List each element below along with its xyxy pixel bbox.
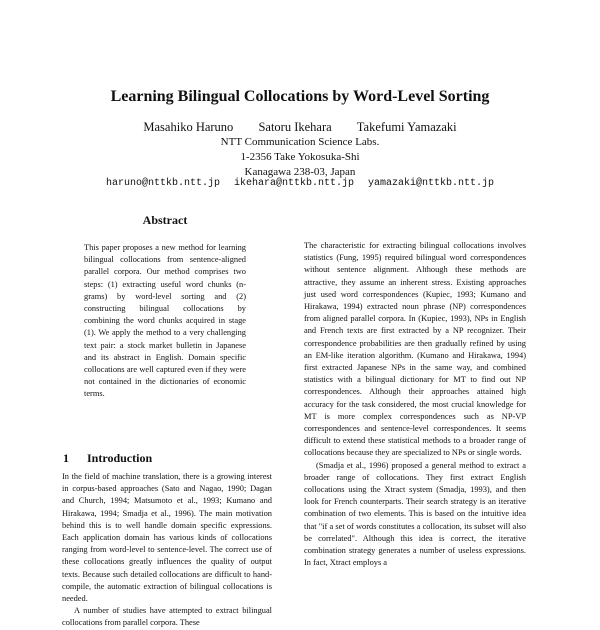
email-address: yamazaki@nttkb.ntt.jp (368, 178, 495, 189)
paper-title: Learning Bilingual Collocations by Word-Level Sorting (110, 88, 490, 105)
author-emails (0, 178, 600, 189)
paragraph: In the field of machine translation, there is a growing interest in corpus-based approaches (Sato and Nagao, 1990; Dagan and Church, 1994; Matsumoto et al., 1993; Kumano and Hirakawa, 1994; Smadja et al., 1996). The main motivation behind this is to well handle domain specific expressions. Each application domain has various kinds of collocations ranging from word-level to sentence-level. The correct use of these collocations greatly influences the quality of output texts. Because such detailed collocations are difficult to hand-compile, the automatic extraction of bilingual collocations is needed. (62, 472, 272, 604)
paragraph: A number of studies have attempted to extract bilingual collocations from parallel corpora. These (62, 606, 272, 628)
introduction-heading (63, 451, 152, 466)
author-name: Satoru Ikehara (258, 120, 332, 134)
abstract-text: This paper proposes a new method for learning bilingual collocations from sentence-aligned parallel corpora. Our method comprises two steps: (1) extracting useful word chunks (n-grams) by word-level sorting and (2) constructing bilingual collocations by combining the word chunks acquired in stage (1). We apply the method to a very challenging text pair: a stock market bulletin in Japanese and its abstract in English. Domain specific collocations are well captured even if they were not contained in the dictionaries of economic terms. (84, 243, 246, 399)
author-name: Masahiko Haruno (143, 120, 234, 134)
left-column-body (62, 471, 272, 628)
paragraph: (Smadja et al., 1996) proposed a general method to extract a broader range of collocations. They first extract English collocations using the Xtract system (Smadja, 1993), and then look for French counterparts. Their search strategy is an iterative combination of two elements. This is based on the intuitive idea that "if a set of words constitutes a collocation, its subset will also be correlated". Although this idea is correct, the iterative combination strategy generates a number of useless expressions. In fact, Xtract employs a (304, 460, 526, 568)
email-address: ikehara@nttkb.ntt.jp (233, 178, 355, 189)
email-address: haruno@nttkb.ntt.jp (105, 178, 220, 189)
section-number: 1 (63, 451, 69, 465)
section-title: Introduction (87, 451, 153, 465)
paragraph: The characteristic for extracting bilingual collocations involves statistics (Fung, 1995) required bilingual word correspondences without sentence alignment. Although these methods are attractive, they assume an inherent stress. Existing approaches just used word correspondences (Kupiec, 1993; Kumano and Hirakawa, 1994) extracted noun phrase (NP) correspondences from aligned parallel corpora. In (Kupiec, 1993), NPs in English and French texts are first extracted by a NP recognizer. Their correspondence probabilities are then gradually refined by using an EM-like iteration algorithm. (Kumano and Hirakawa, 1994) first extracted Japanese NPs in the same way, and combined statistics with a bilingual dictionary for MT to find out NP correspondences. Although their approaches attained high accuracy for the task considered, the most crucial knowledge for MT is more complex correspondences such as NP-VP correspondences and sentence-level correspondences. It seems difficult to extend these statistical methods to a broader range of collocations because they are specialized to NPs or single words. (304, 241, 526, 458)
abstract-heading: Abstract (142, 213, 188, 227)
author-name: Takefumi Yamazaki (356, 120, 457, 134)
right-column-body (304, 240, 526, 600)
author-list (0, 120, 600, 135)
affiliation-address-1: 1-2356 Take Yokosuka-Shi (240, 151, 360, 163)
affiliation-org: NTT Communication Science Labs. (220, 136, 380, 148)
affiliation-address-2: Kanagawa 238-03, Japan (244, 166, 356, 178)
